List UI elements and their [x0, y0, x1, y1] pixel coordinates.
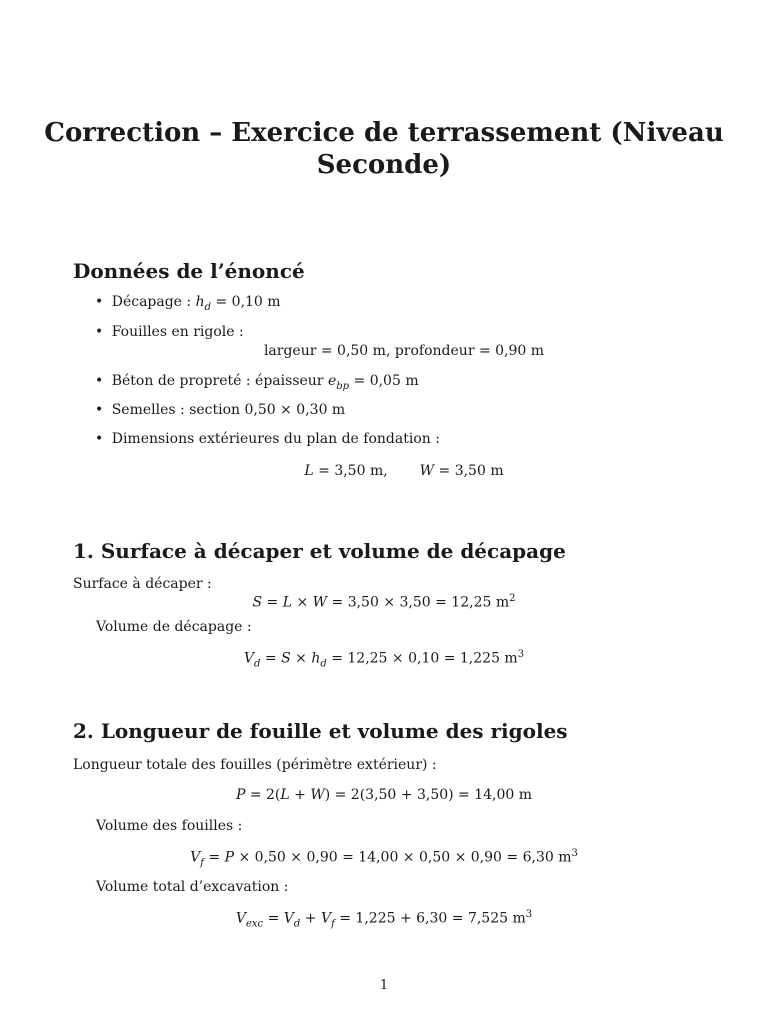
- bullet-item: [95, 324, 244, 340]
- section-heading-donnees: Données de l’énoncé: [73, 259, 305, 283]
- volume-fouilles-label: Volume des fouilles :: [96, 818, 243, 834]
- volume-decapage-label: Volume de décapage :: [96, 619, 252, 635]
- bullet-text: Semelles : section 0,50 × 0,30 m: [111, 402, 346, 418]
- volume-fouilles-equation: $V_f = P \times 0,50 \times 0,90 = 14,00 \times 0,50 \times 0,90 = 6,30$ $m^3$: [190, 848, 578, 869]
- bullet-icon: •: [95, 431, 104, 447]
- section-heading-2: 2. Longueur de fouille et volume des rigoles: [73, 719, 568, 743]
- bullet-item: • Décapage : $h_d = 0,10$ m: [95, 294, 281, 313]
- bullet-text: Béton de propreté : épaisseur: [111, 373, 328, 389]
- bullet-text: Dimensions extérieures du plan de fondation :: [111, 431, 440, 447]
- bullet-text: Fouilles en rigole :: [111, 324, 244, 340]
- bullet-icon: •: [95, 373, 104, 389]
- fouilles-equation: largeur = 0,50 m, profondeur = 0,90 m: [263, 343, 545, 359]
- bullet-text: Décapage :: [111, 294, 196, 310]
- perimetre-equation: P = 2(L + W) = 2(3,50 + 3,50) = 14,00 m: [235, 787, 533, 803]
- bullet-item: [95, 402, 345, 418]
- page-title-line1: Correction – Exercice de terrassement (Niveau: [44, 118, 724, 148]
- section-heading-1: 1. Surface à décaper et volume de décapage: [73, 539, 566, 563]
- volume-decapage-equation: $V_d = S \times h_d = 12,25 \times 0,10 = 1,225$ $m^3$: [243, 649, 525, 670]
- bullet-icon: •: [95, 402, 104, 418]
- bullet-icon: •: [95, 324, 104, 340]
- page-number: 1: [379, 978, 389, 993]
- surface-label: Surface à décaper :: [73, 576, 212, 592]
- page-title-line2: Seconde): [316, 150, 452, 180]
- bullet-item: [95, 431, 440, 447]
- bullet-item: • Béton de propreté : épaisseur $e_{bp} = 0,05$ m: [95, 373, 419, 392]
- volume-total-equation: $V_{exc} = V_d + V_f = 1,225 + 6,30 = 7,525$ $m^3$: [235, 909, 533, 930]
- volume-total-label: Volume total d’excavation :: [96, 879, 289, 895]
- bullet-icon: •: [95, 294, 104, 310]
- surface-equation: S = L × W = 3,50 × 3,50 = 12,25 $m^2$: [252, 593, 516, 611]
- dimensions-equation: L = 3,50 m, W = 3,50 m: [304, 463, 504, 479]
- longueur-label: Longueur totale des fouilles (périmètre extérieur) :: [73, 757, 437, 773]
